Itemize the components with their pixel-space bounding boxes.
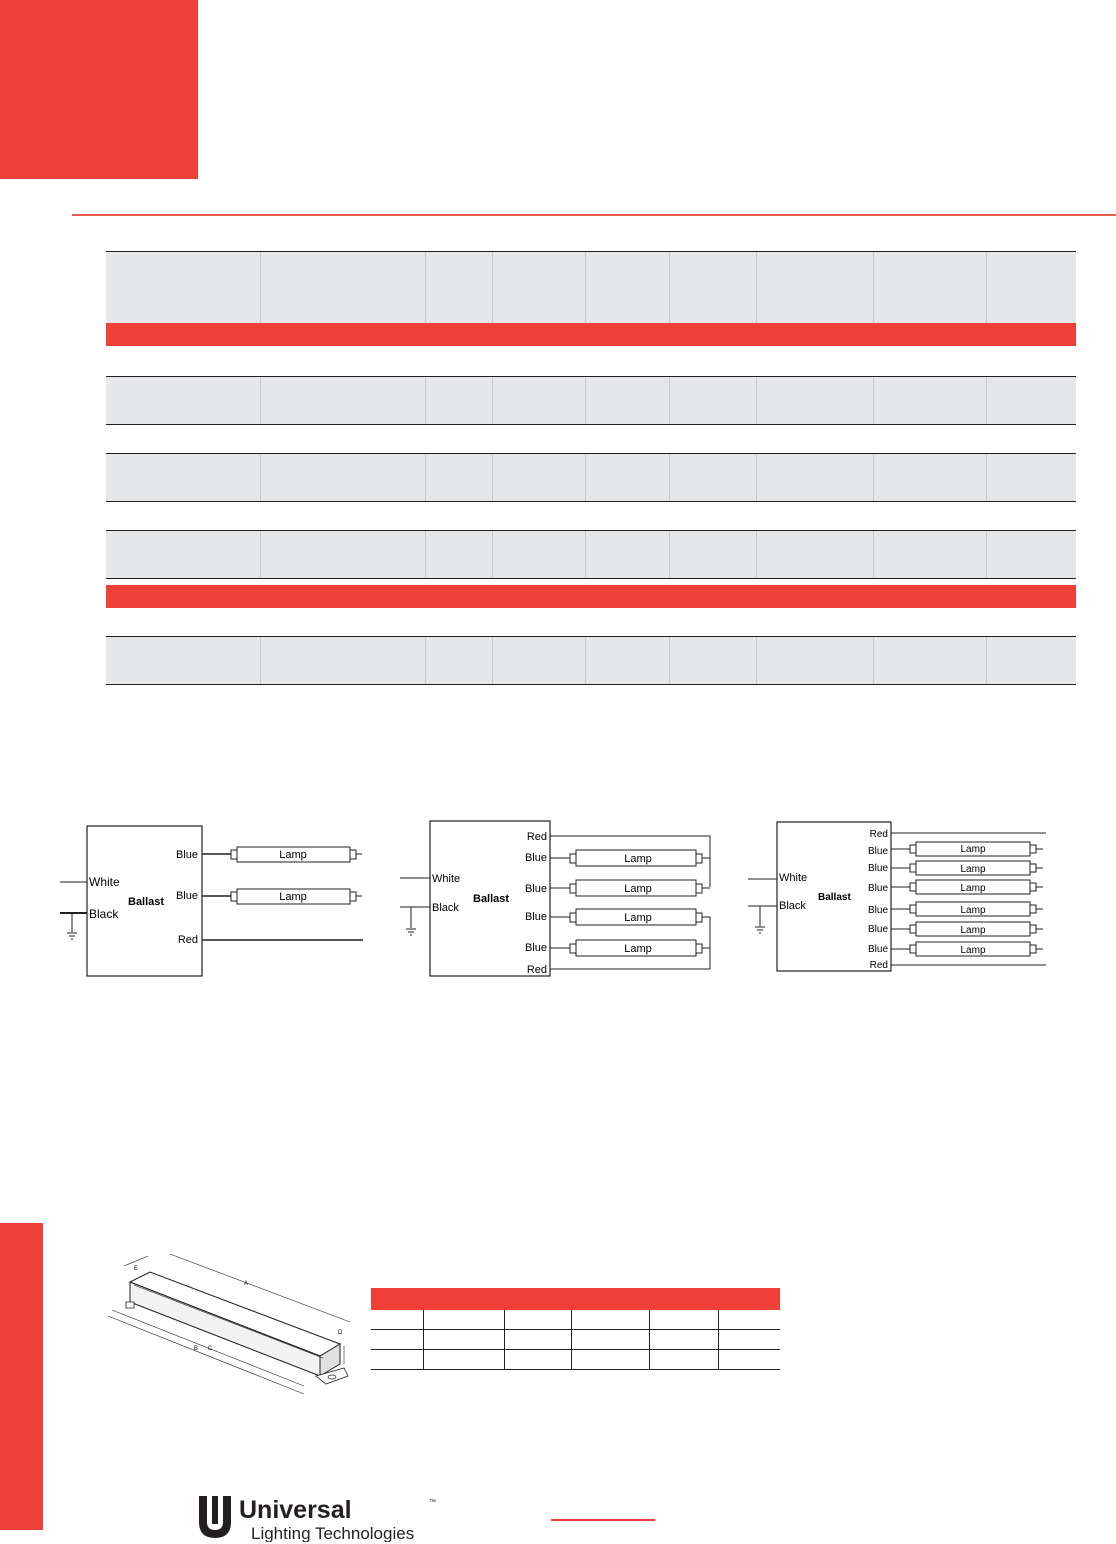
table-row xyxy=(371,1330,780,1350)
lamp-1 xyxy=(570,850,710,866)
blue-lead-label: Blue xyxy=(867,863,888,874)
white-lead-label: White xyxy=(432,873,461,885)
section-band xyxy=(106,585,1076,608)
table-header-row xyxy=(106,251,1076,323)
blue-lead-label: Blue xyxy=(867,846,888,857)
logo-wordmark: Universal xyxy=(239,1496,352,1524)
lamp-label: Lamp xyxy=(960,925,986,936)
dimension-table-header xyxy=(371,1288,780,1310)
footer-rule xyxy=(551,1519,655,1521)
section-band xyxy=(106,323,1076,346)
black-lead-label: Black xyxy=(89,907,119,921)
ballast-dimension-drawing xyxy=(104,1252,354,1402)
lamp-1 xyxy=(891,842,1043,856)
red-lead-label: Red xyxy=(869,829,888,840)
spec-table xyxy=(106,251,1076,685)
lamp-label: Lamp xyxy=(624,883,652,895)
lamp-label: Lamp xyxy=(624,943,652,955)
lamp-2 xyxy=(231,889,362,904)
header-cell xyxy=(261,252,426,323)
row-gap xyxy=(106,425,1076,453)
red-lead-label: Red xyxy=(526,831,547,843)
lamp-label: Lamp xyxy=(624,853,652,865)
side-tab xyxy=(0,1223,43,1530)
header-cell xyxy=(586,252,670,323)
lamp-label: Lamp xyxy=(279,849,307,861)
lamp-2 xyxy=(570,880,710,896)
trademark-symbol: ™ xyxy=(429,1499,436,1506)
dimension-d-label: D xyxy=(338,1330,343,1336)
red-lead-label: Red xyxy=(177,934,198,946)
ballast-label: Ballast xyxy=(473,893,510,905)
ballast-label: Ballast xyxy=(818,892,851,903)
header-cell xyxy=(987,252,1076,323)
header-cell xyxy=(106,252,261,323)
blue-lead-label: Blue xyxy=(524,852,547,864)
black-lead-label: Black xyxy=(779,900,806,912)
section-gap xyxy=(106,608,1076,636)
ballast-label: Ballast xyxy=(128,896,165,908)
lamp-label: Lamp xyxy=(960,864,986,875)
blue-lead-label: Blue xyxy=(867,944,888,955)
ground-icon xyxy=(67,933,77,939)
blue-lead-label: Blue xyxy=(867,924,888,935)
logo-mark-icon xyxy=(199,1496,231,1538)
table-row xyxy=(106,636,1076,685)
header-rule xyxy=(72,214,1116,216)
dimension-a-label: A xyxy=(244,1281,249,1287)
white-lead-label: White xyxy=(89,875,120,889)
lamp-3 xyxy=(570,909,710,925)
lamp-label: Lamp xyxy=(960,883,986,894)
black-lead-label: Black xyxy=(432,902,459,914)
header-cell xyxy=(493,252,586,323)
blue-lead-label: Blue xyxy=(867,905,888,916)
lamp-1 xyxy=(231,847,362,862)
blue-lead-label: Blue xyxy=(867,883,888,894)
lamp-4 xyxy=(891,902,1043,916)
lamp-5 xyxy=(891,922,1043,936)
blue-lead-label: Blue xyxy=(175,890,198,902)
blue-lead-label: Blue xyxy=(175,849,198,861)
dimension-table xyxy=(371,1288,780,1370)
lamp-2 xyxy=(891,861,1043,875)
header-cell xyxy=(426,252,493,323)
logo-tagline: Lighting Technologies xyxy=(251,1524,415,1542)
wiring-diagram-6-lamp xyxy=(746,818,1050,976)
table-row xyxy=(106,530,1076,579)
lamp-label: Lamp xyxy=(960,905,986,916)
table-row xyxy=(371,1310,780,1330)
universal-logo xyxy=(193,1492,463,1542)
table-row xyxy=(371,1350,780,1370)
dimension-e-label: E xyxy=(134,1266,139,1272)
lamp-6 xyxy=(891,942,1043,956)
lamp-4 xyxy=(570,940,710,956)
wiring-diagram-4-lamp xyxy=(398,818,716,980)
blue-lead-label: Blue xyxy=(524,911,547,923)
white-lead-label: White xyxy=(779,872,808,884)
table-row xyxy=(106,453,1076,502)
red-lead-label: Red xyxy=(526,964,547,976)
section-gap xyxy=(106,346,1076,376)
dimension-c-label: C xyxy=(208,1346,213,1352)
wiring-diagram-2-lamp xyxy=(58,820,368,982)
lamp-label: Lamp xyxy=(279,891,307,903)
red-lead-label: Red xyxy=(869,960,888,971)
ground-icon xyxy=(406,929,416,935)
lamp-label: Lamp xyxy=(624,912,652,924)
header-cell xyxy=(670,252,757,323)
lamp-label: Lamp xyxy=(960,844,986,855)
corner-color-block xyxy=(0,0,198,179)
header-cell xyxy=(757,252,874,323)
header-cell xyxy=(874,252,987,323)
lamp-label: Lamp xyxy=(960,945,986,956)
blue-lead-label: Blue xyxy=(524,942,547,954)
dimension-b-label: B xyxy=(194,1346,199,1352)
ground-icon xyxy=(755,927,765,933)
blue-lead-label: Blue xyxy=(524,883,547,895)
lamp-3 xyxy=(891,880,1043,894)
table-row xyxy=(106,376,1076,425)
row-gap xyxy=(106,502,1076,530)
